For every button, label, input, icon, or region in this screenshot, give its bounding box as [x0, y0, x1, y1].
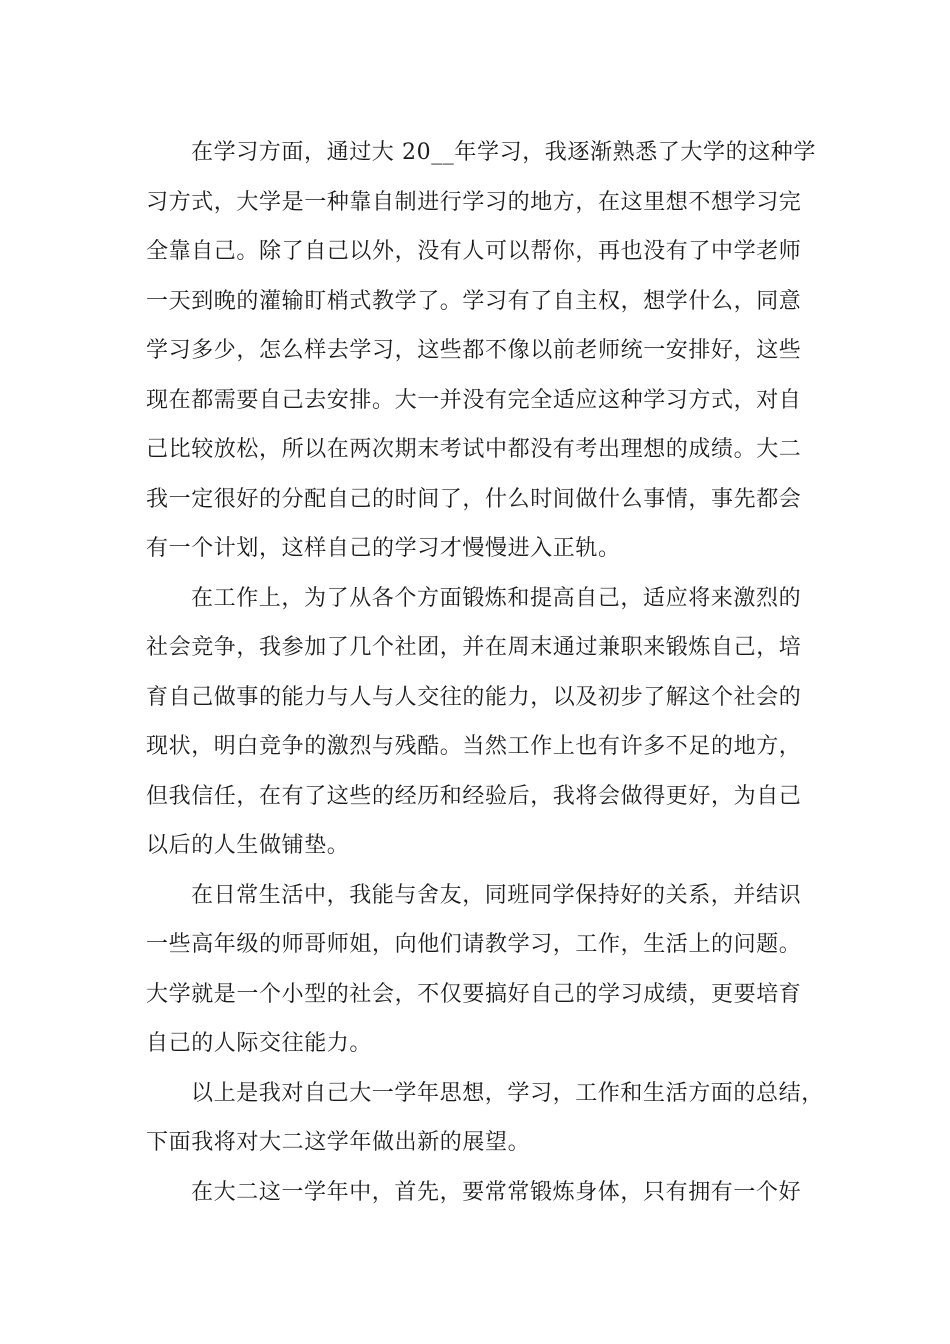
text-line: 己比较放松，所以在两次期末考试中都没有考出理想的成绩。大二	[146, 437, 802, 462]
text-line: 一天到晚的灌输盯梢式教学了。学习有了自主权，想学什么，同意	[146, 288, 802, 314]
text-line: 全靠自己。除了自己以外，没有人可以帮你，再也没有了中学老师	[146, 239, 802, 264]
paragraph-life	[146, 871, 826, 1069]
text-line: 在大二这一学年中，首先，要常常锻炼身体，只有拥有一个好	[191, 1179, 802, 1205]
text-line: 在日常生活中，我能与舍友，同班同学保持好的关系，并结识	[191, 882, 802, 908]
text-line: 但我信任，在有了这些的经历和经验后，我将会做得更好，为自己	[146, 783, 802, 809]
text-line: 育自己做事的能力与人与人交往的能力，以及初步了解这个社会的	[146, 684, 802, 710]
text-line: 在学习方面，通过大 20__年学习，我逐渐熟悉了大学的这种学	[191, 140, 816, 165]
text-line: 学习多少，怎么样去学习，这些都不像以前老师统一安排好，这些	[146, 338, 802, 363]
text-line: 社会竞争，我参加了几个社团，并在周末通过兼职来锻炼自己，培	[146, 635, 802, 660]
text-line: 在工作上，为了从各个方面锻炼和提高自己，适应将来激烈的	[191, 585, 802, 611]
paragraph-outlook	[146, 1168, 826, 1218]
paragraph-study	[146, 128, 826, 574]
text-line: 现在都需要自己去安排。大一并没有完全适应这种学习方式，对自	[146, 387, 802, 413]
text-line: 下面我将对大二这学年做出新的展望。	[146, 1130, 531, 1155]
text-line: 习方式，大学是一种靠自制进行学习的地方，在这里想不想学习完	[146, 189, 802, 215]
text-line: 大学就是一个小型的社会，不仅要搞好自己的学习成绩，更要培育	[146, 981, 802, 1007]
text-line: 以后的人生做铺垫。	[146, 833, 350, 858]
text-line: 自己的人际交往能力。	[146, 1031, 373, 1056]
text-line: 一些高年级的师哥师姐，向他们请教学习，工作，生活上的问题。	[146, 932, 802, 957]
paragraph-summary	[146, 1069, 826, 1168]
paragraph-work	[146, 574, 826, 871]
document-body	[146, 128, 826, 1217]
text-line: 现状，明白竞争的激烈与残酷。当然工作上也有许多不足的地方，	[146, 734, 802, 759]
text-line: 有一个计划，这样自己的学习才慢慢进入正轨。	[146, 536, 621, 561]
text-line: 我一定很好的分配自己的时间了，什么时间做什么事情，事先都会	[146, 486, 802, 512]
text-line: 以上是我对自己大一学年思想，学习，工作和生活方面的总结，	[191, 1080, 824, 1106]
